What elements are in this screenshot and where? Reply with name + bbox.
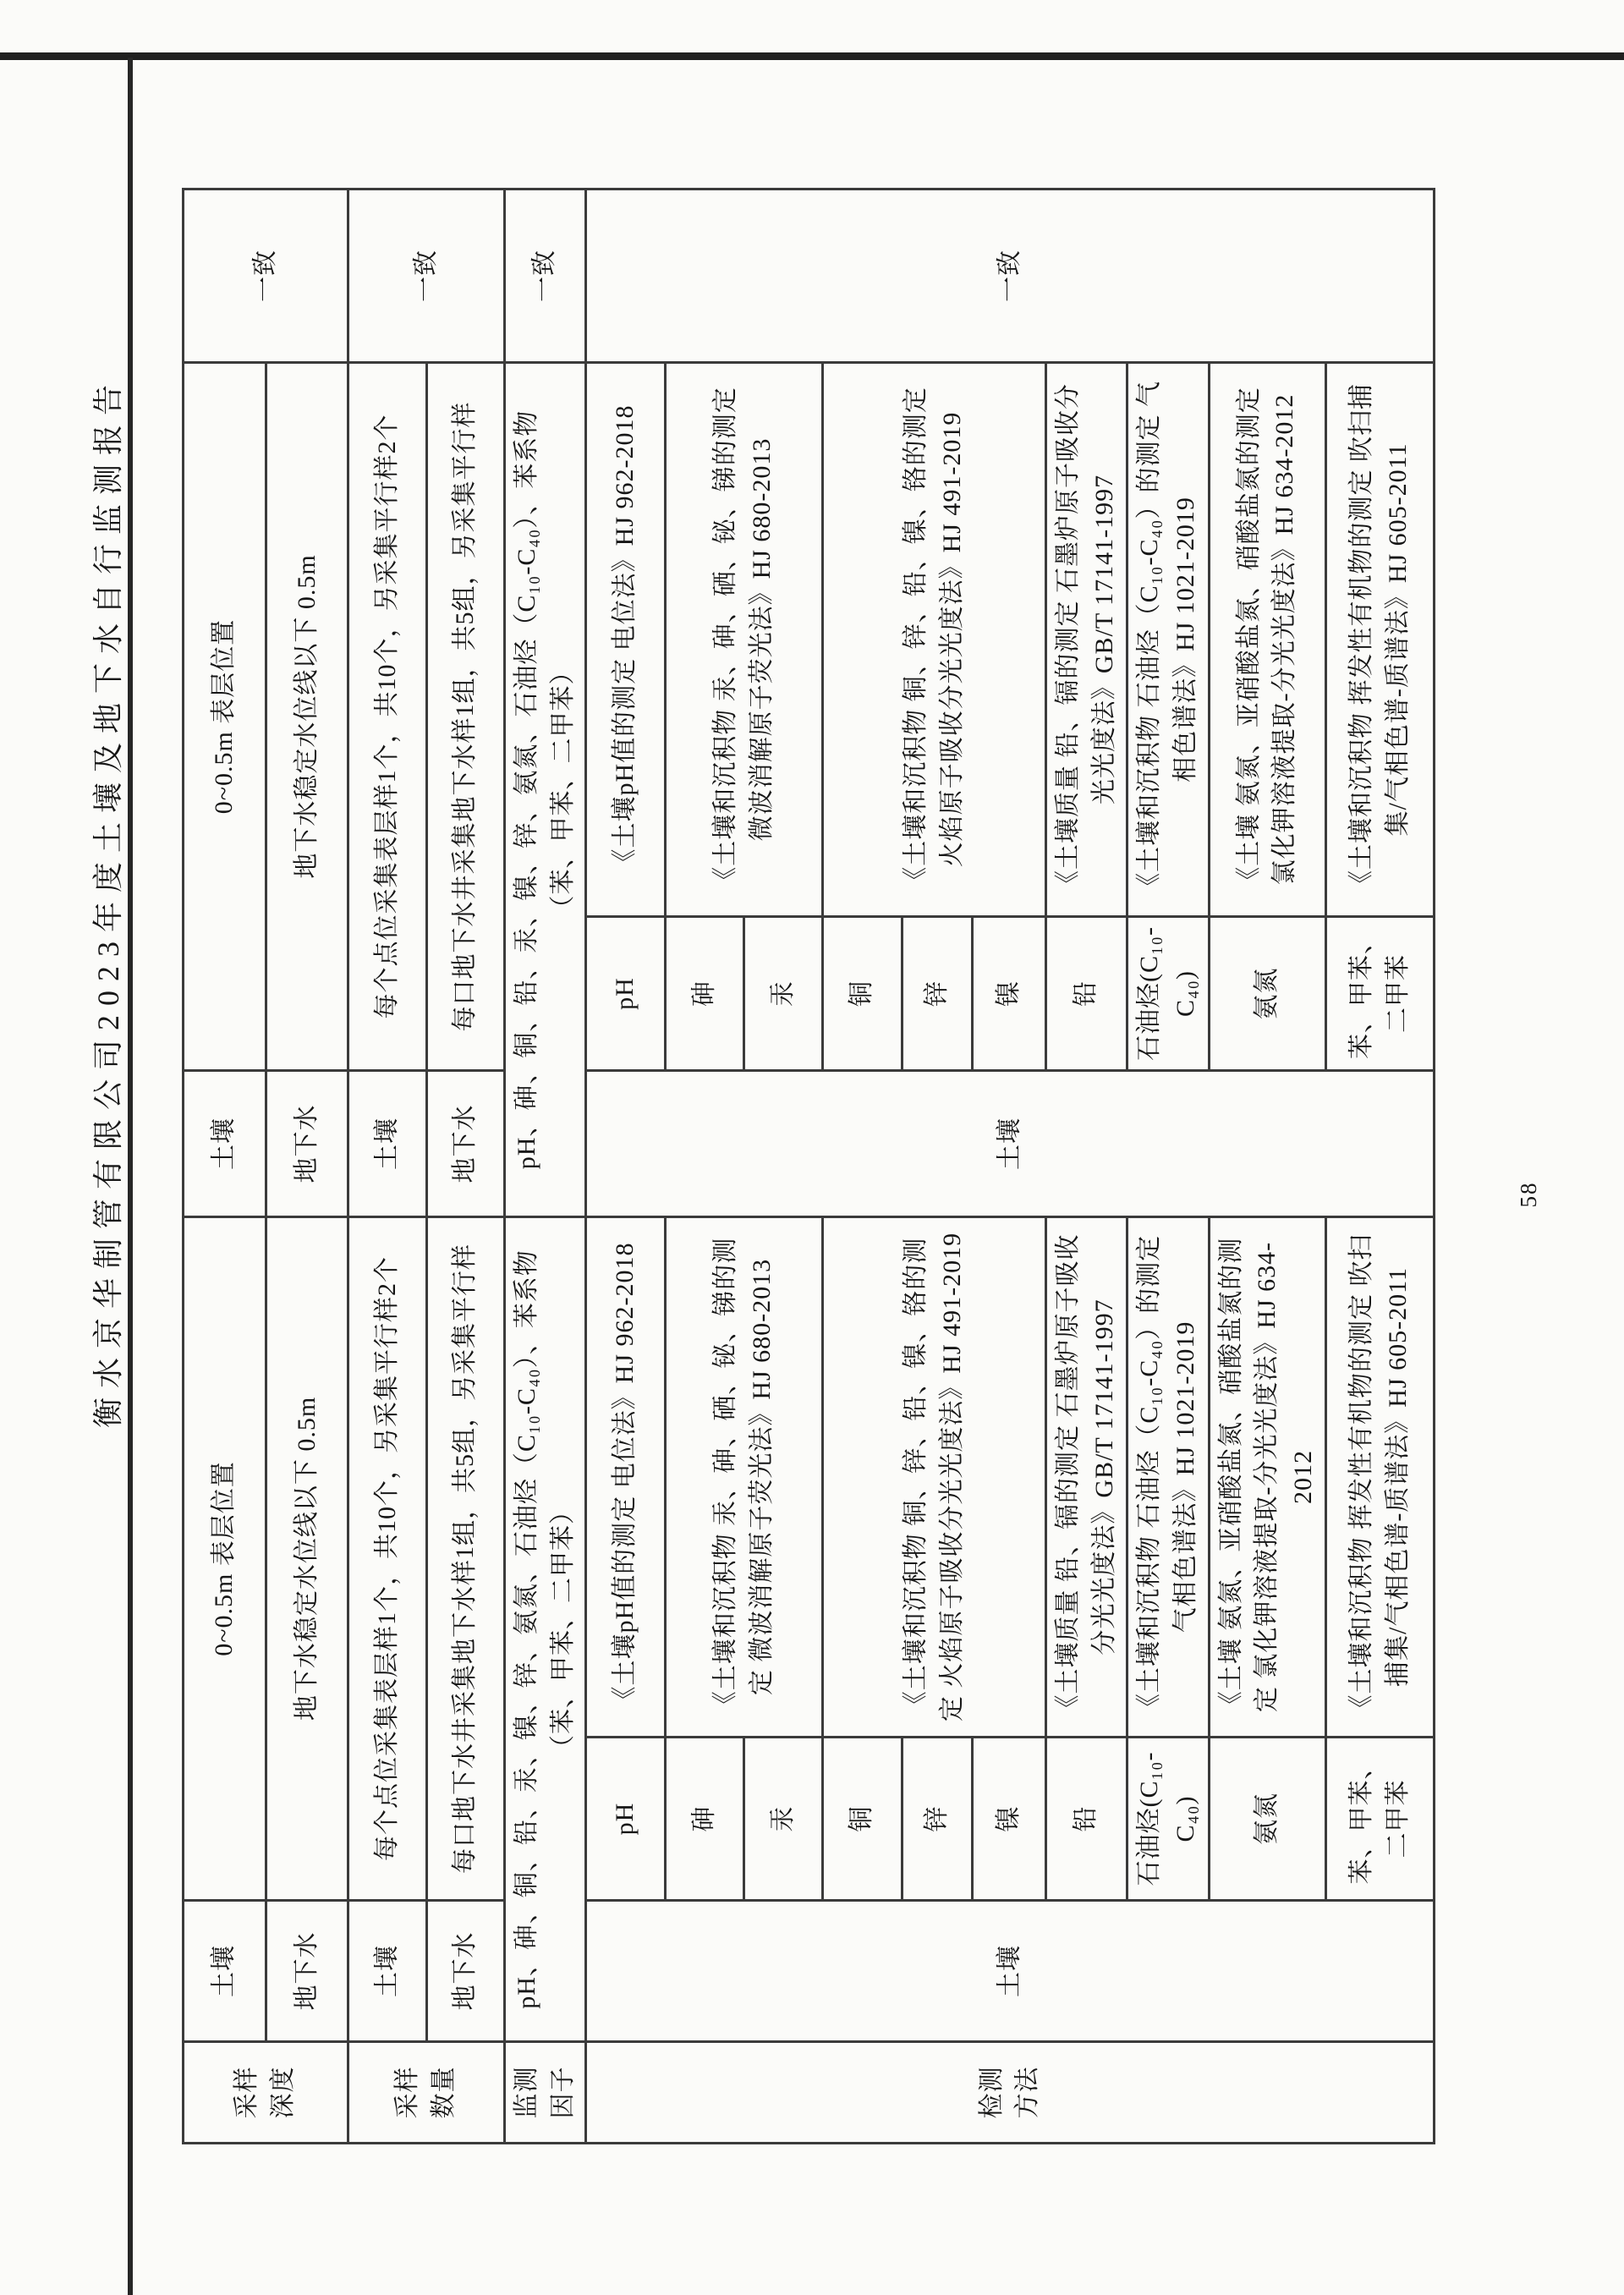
header-test-methods: 检测方法 xyxy=(586,2042,1435,2144)
method-tph-plan: 《土壤和沉积物 石油烃（C₁₀-C₄₀）的测定 气相色谱法》HJ 1021-2019 xyxy=(1127,1216,1209,1737)
depth-soil-label-plan: 土壤 xyxy=(184,1901,266,2042)
qty-soil-label-plan: 土壤 xyxy=(348,1901,427,2042)
page-number: 58 xyxy=(1516,1181,1541,1208)
analyte-hg-actual: 汞 xyxy=(744,916,823,1070)
scan-edge-left xyxy=(128,58,133,2295)
row-depth-soil xyxy=(184,189,266,2143)
monitoring-comparison-table xyxy=(182,188,1435,2144)
methods-group-soil-plan: 土壤 xyxy=(586,1901,1435,2042)
analyte-nh3-plan: 氨氮 xyxy=(1209,1738,1326,1901)
method-cu-zn-ni-actual: 《土壤和沉积物 铜、锌、铅、镍、铬的测定 火焰原子吸收分光光度法》HJ 491-2019 xyxy=(823,362,1046,916)
qty-gw-plan: 每口地下水井采集地下水样1组，共5组，另采集平行样 xyxy=(427,1216,505,1900)
analyte-as-plan: 砷 xyxy=(666,1738,744,1901)
analyte-btx-actual: 苯、甲苯、二甲苯 xyxy=(1326,916,1435,1070)
row-quantity-soil xyxy=(348,189,427,2143)
analyte-tph-actual: 石油烃(C₁₀-C₄₀) xyxy=(1127,916,1209,1070)
monitoring-table-rotated xyxy=(182,188,1435,2144)
analyte-ni-actual: 镍 xyxy=(973,916,1046,1070)
qty-gw-actual: 每口地下水井采集地下水样1组，共5组，另采集平行样 xyxy=(427,362,505,1070)
method-nh3-actual: 《土壤 氨氮、亚硝酸盐氮、硝酸盐氮的测定 氯化钾溶液提取-分光光度法》HJ 634-2012 xyxy=(1209,362,1326,916)
analyte-nh3-actual: 氨氮 xyxy=(1209,916,1326,1070)
qty-gw-label-plan: 地下水 xyxy=(427,1901,505,2042)
row-method-ph xyxy=(586,189,666,2143)
header-sampling-quantity: 采样数量 xyxy=(348,2042,505,2144)
row-monitoring-factors xyxy=(505,189,586,2143)
depth-soil-actual: 0~0.5m 表层位置 xyxy=(184,362,266,1070)
method-nh3-plan: 《土壤 氨氮、亚硝酸盐氮、硝酸盐氮的测定 氯化钾溶液提取-分光光度法》HJ 634-2012 xyxy=(1209,1216,1326,1737)
row-quantity-groundwater xyxy=(427,189,505,2143)
row-depth-groundwater xyxy=(266,189,348,2143)
analyte-as-actual: 砷 xyxy=(666,916,744,1070)
method-as-hg-actual: 《土壤和沉积物 汞、砷、硒、铋、锑的测定 微波消解原子荧光法》HJ 680-2013 xyxy=(666,362,823,916)
depth-soil-plan: 0~0.5m 表层位置 xyxy=(184,1216,266,1900)
analyte-ph-actual: pH xyxy=(586,916,666,1070)
analyte-pb-actual: 铅 xyxy=(1046,916,1127,1070)
match-methods: 一致 xyxy=(586,189,1435,362)
header-monitoring-factors: 监测因子 xyxy=(505,2042,586,2144)
match-quantity: 一致 xyxy=(348,189,505,362)
analyte-pb-plan: 铅 xyxy=(1046,1738,1127,1901)
depth-gw-actual: 地下水稳定水位线以下 0.5m xyxy=(266,362,348,1070)
method-pb-plan: 《土壤质量 铅、镉的测定 石墨炉原子吸收分光光度法》GB/T 17141-1997 xyxy=(1046,1216,1127,1737)
method-pb-actual: 《土壤质量 铅、镉的测定 石墨炉原子吸收分光光度法》GB/T 17141-1997 xyxy=(1046,362,1127,916)
depth-soil-label-actual: 土壤 xyxy=(184,1070,266,1216)
method-as-hg-plan: 《土壤和沉积物 汞、砷、硒、铋、锑的测定 微波消解原子荧光法》HJ 680-2013 xyxy=(666,1216,823,1737)
analyte-hg-plan: 汞 xyxy=(744,1738,823,1901)
analyte-tph-plan: 石油烃(C₁₀-C₄₀) xyxy=(1127,1738,1209,1901)
methods-group-soil-actual: 土壤 xyxy=(586,1070,1435,1216)
analyte-zn-actual: 锌 xyxy=(903,916,973,1070)
depth-gw-label-plan: 地下水 xyxy=(266,1901,348,2042)
analyte-ph-plan: pH xyxy=(586,1738,666,1901)
factors-actual: pH、砷、铜、铅、汞、镍、锌、氨氮、石油烃（C₁₀-C₄₀）、苯系物（苯、甲苯、二甲苯） xyxy=(505,362,586,1216)
method-voc-actual: 《土壤和沉积物 挥发性有机物的测定 吹扫捕集/气相色谱-质谱法》HJ 605-2011 xyxy=(1326,362,1435,916)
match-factors: 一致 xyxy=(505,189,586,362)
scan-edge-top xyxy=(0,52,1624,60)
method-ph-plan: 《土壤pH值的测定 电位法》HJ 962-2018 xyxy=(586,1216,666,1737)
analyte-btx-plan: 苯、甲苯、二甲苯 xyxy=(1326,1738,1435,1901)
method-voc-plan: 《土壤和沉积物 挥发性有机物的测定 吹扫捕集/气相色谱-质谱法》HJ 605-2011 xyxy=(1326,1216,1435,1737)
factors-plan: pH、砷、铜、铅、汞、镍、锌、氨氮、石油烃（C₁₀-C₄₀）、苯系物（苯、甲苯、二甲苯） xyxy=(505,1216,586,2041)
qty-soil-label-actual: 土壤 xyxy=(348,1070,427,1216)
method-tph-actual: 《土壤和沉积物 石油烃（C₁₀-C₄₀）的测定 气相色谱法》HJ 1021-2019 xyxy=(1127,362,1209,916)
header-sampling-depth: 采样深度 xyxy=(184,2042,348,2144)
analyte-zn-plan: 锌 xyxy=(903,1738,973,1901)
depth-gw-plan: 地下水稳定水位线以下 0.5m xyxy=(266,1216,348,1900)
qty-soil-plan: 每个点位采集表层样1个，共10个，另采集平行样2个 xyxy=(348,1216,427,1900)
qty-soil-actual: 每个点位采集表层样1个，共10个，另采集平行样2个 xyxy=(348,362,427,1070)
depth-gw-label-actual: 地下水 xyxy=(266,1070,348,1216)
method-ph-actual: 《土壤pH值的测定 电位法》HJ 962-2018 xyxy=(586,362,666,916)
analyte-cu-actual: 铜 xyxy=(823,916,903,1070)
report-title: 衡水京华制管有限公司2023年度土壤及地下水自行监测报告 xyxy=(91,376,125,1429)
match-depth: 一致 xyxy=(184,189,348,362)
qty-gw-label-actual: 地下水 xyxy=(427,1070,505,1216)
analyte-ni-plan: 镍 xyxy=(973,1738,1046,1901)
method-cu-zn-ni-plan: 《土壤和沉积物 铜、锌、铅、镍、铬的测定 火焰原子吸收分光光度法》HJ 491-2019 xyxy=(823,1216,1046,1737)
analyte-cu-plan: 铜 xyxy=(823,1738,903,1901)
